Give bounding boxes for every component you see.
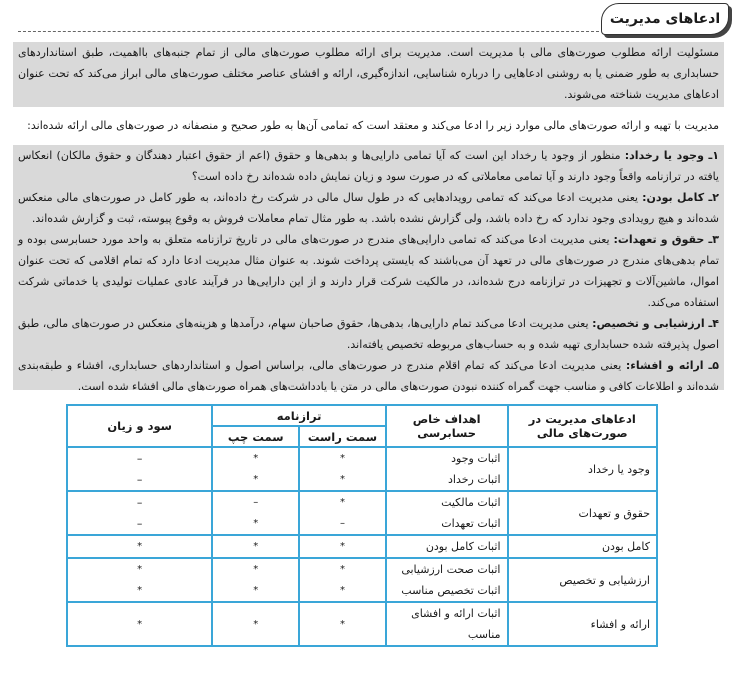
income-cell: – –	[67, 447, 212, 491]
left-side-cell: *	[212, 535, 299, 558]
right-side-cell: * *	[299, 558, 386, 602]
intro-paragraph: مسئولیت ارائه مطلوب صورت‌های مالی با مدیریت است. مدیریت برای ارائه مطلوب صورت‌های مالی از تمام جنبه‌های بااهمیت، طبق استانداردهای حسابداری به طور ضمنی یا به روشنی ادعاهایی را درباره شناسایی، اندازه‌گیری، ارائه و افشای عناصر مختلف صورت‌های مالی ابراز می‌کند که تحت عنوان ادعاهای مدیریت شناخته می‌شوند.	[13, 42, 724, 107]
assertion-term: ۲ـ کامل بودن:	[642, 191, 719, 204]
income-cell: *	[67, 602, 212, 646]
right-side-cell: *	[299, 602, 386, 646]
right-side-cell: * *	[299, 447, 386, 491]
lead-paragraph: مدیریت با تهیه و ارائه صورت‌های مالی موارد زیر را ادعا می‌کند و معتقد است که تمامی آن‌ها به طور صحیح و منصفانه در صورت‌های مالی ارائه شده‌اند:	[27, 119, 719, 132]
assertion-item	[18, 229, 719, 313]
assertion-text: یعنی مدیریت ادعا می‌کند تمام دارایی‌ها، بدهی‌ها، حقوق صاحبان سهام، درآمدها و هزینه‌های منعکس در صورت‌های مالی، طبق اصول پذیرفته شده حسابداری تهیه شده و به حساب‌های مربوطه تخصیص یافته‌اند.	[18, 317, 719, 351]
objectives-cell: اثبات صحت ارزشیابی اثبات تخصیص مناسب	[386, 558, 508, 602]
assertion-cell: حقوق و تعهدات	[508, 491, 658, 535]
right-side-cell: * –	[299, 491, 386, 535]
assertion-term: ۳ـ حقوق و تعهدات:	[613, 233, 720, 246]
income-cell: – –	[67, 491, 212, 535]
left-side-cell: * *	[212, 558, 299, 602]
right-side-cell: *	[299, 535, 386, 558]
header-right-side: سمت راست	[299, 426, 386, 447]
assertion-text: یعنی مدیریت ادعا می‌کند که تمامی رویدادهایی که در طول سال مالی در شرکت رخ داده‌اند، به طور کامل در صورت‌های مالی منعکس شده‌اند و هیچ رویدادی وجود ندارد که رخ داده باشد، ولی گزارش نشده باشد. به طور مثال تمام معاملات فروش به وقوع پیوسته، ثبت و گزارش شده‌اند.	[18, 191, 719, 225]
table-row	[67, 535, 657, 558]
left-side-cell: *	[212, 602, 299, 646]
header-objectives: اهداف خاص حسابرسی	[386, 405, 508, 447]
assertion-cell: وجود یا رخداد	[508, 447, 658, 491]
income-cell: *	[67, 535, 212, 558]
assertion-text: یعنی مدیریت ادعا می‌کند که تمامی دارایی‌های مندرج در صورت‌های مالی در تاریخ ترازنامه متعلق به واحد مورد حسابرسی بوده و تمام بدهی‌های مندرج در صورت‌های مالی در تعهد آن می‌باشند که بایستی پرداخت شوند. به عنوان مثال مدیریت ادعا دارد که تمام اقلامی که تحت عنوان اموال، ماشین‌آلات و تجهیزات در ترازنامه درج شده‌اند، در مالکیت شرکت قرار دارند و از این دارایی‌ها در فرآیند عادی عملیات تولیدی یا خدماتی شرکت استفاده می‌کند.	[18, 233, 719, 309]
assertion-text: یعنی مدیریت ادعا می‌کند که تمام اقلام مندرج در صورت‌های مالی، براساس اصول و استانداردهای حسابداری، افشاء و طبقه‌بندی شده‌اند و اطلاعات کافی و مناسب جهت گمراه کننده نبودن صورت‌های مالی در متن یا یادداشت‌های همراه صورت‌های مالی افشاء شده است.	[18, 359, 719, 393]
objectives-cell: اثبات مالکیت اثبات تعهدات	[386, 491, 508, 535]
title-divider	[18, 31, 599, 32]
table-row	[67, 558, 657, 602]
header-assertion: ادعاهای مدیریت در صورت‌های مالی	[508, 405, 658, 447]
header-left-side: سمت چپ	[212, 426, 299, 447]
income-cell: * *	[67, 558, 212, 602]
assertion-item	[18, 355, 719, 397]
left-side-cell: * *	[212, 447, 299, 491]
assertions-table	[66, 404, 658, 641]
assertions-list	[13, 145, 724, 393]
section-title: ادعاهای مدیریت	[601, 3, 729, 35]
table-row	[67, 447, 657, 491]
assertion-item	[18, 313, 719, 355]
objectives-cell: اثبات ارائه و افشای مناسب	[386, 602, 508, 646]
assertion-text: منظور از وجود یا رخداد این است که آیا تمامی دارایی‌ها و بدهی‌ها و حقوق (اعم از حقوق اعتبار دهندگان و حقوق مالکان) انعکاس یافته در ترازنامه واقعاً وجود دارند و آیا تمامی معاملاتی که در صورت سود و زیان نمایش داده شده‌اند رخ داده است؟	[18, 149, 719, 183]
assertion-term: ۱ـ وجود یا رخداد:	[624, 149, 719, 162]
table-row	[67, 602, 657, 646]
assertion-cell: ارزشیابی و تخصیص	[508, 558, 658, 602]
assertion-item	[18, 187, 719, 229]
left-side-cell: – *	[212, 491, 299, 535]
assertion-cell: کامل بودن	[508, 535, 658, 558]
assertion-term: ۵ـ ارائه و افشاء:	[625, 359, 719, 372]
table-row	[67, 491, 657, 535]
objectives-cell: اثبات کامل بودن	[386, 535, 508, 558]
assertion-term: ۴ـ ارزشیابی و تخصیص:	[592, 317, 720, 330]
assertion-item	[18, 145, 719, 187]
objectives-cell: اثبات وجود اثبات رخداد	[386, 447, 508, 491]
assertion-cell: ارائه و افشاء	[508, 602, 658, 646]
header-balance-sheet: ترازنامه	[212, 405, 385, 426]
header-income: سود و زیان	[67, 405, 212, 447]
